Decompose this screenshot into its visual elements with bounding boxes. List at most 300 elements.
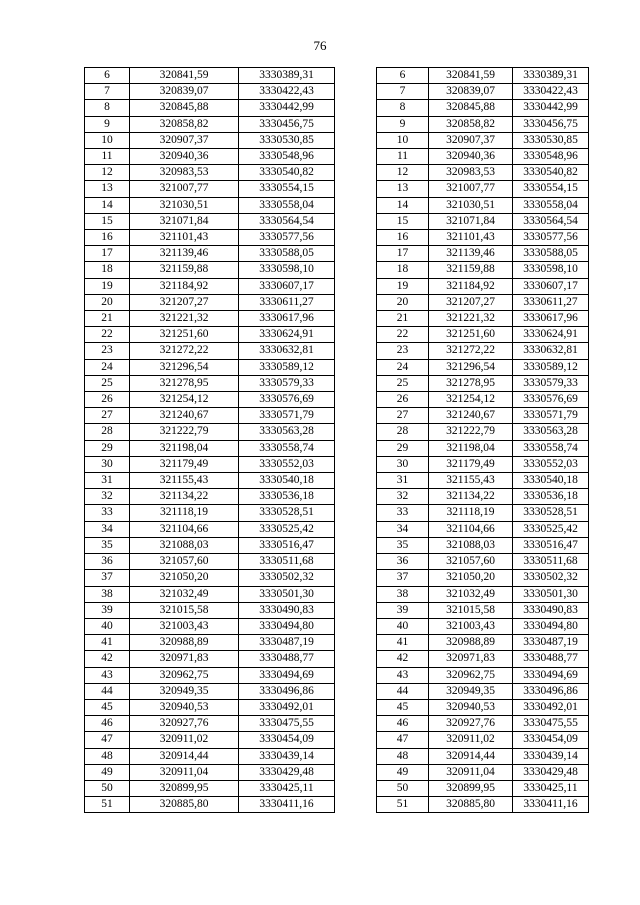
y-coordinate-cell: 3330494,80: [239, 618, 335, 634]
point-number-cell: 36: [85, 554, 130, 570]
y-coordinate-cell: 3330496,86: [513, 683, 589, 699]
y-coordinate-cell: 3330558,04: [239, 197, 335, 213]
point-number-cell: 36: [377, 554, 429, 570]
table-row: [377, 246, 589, 262]
y-coordinate-cell: 3330439,14: [513, 748, 589, 764]
x-coordinate-cell: 321071,84: [429, 213, 513, 229]
table-row: [377, 392, 589, 408]
x-coordinate-cell: 320839,07: [130, 84, 239, 100]
y-coordinate-cell: 3330502,32: [239, 570, 335, 586]
table-row: [85, 473, 335, 489]
point-number-cell: 47: [377, 732, 429, 748]
table-row: [85, 764, 335, 780]
table-row: [377, 473, 589, 489]
point-number-cell: 10: [85, 132, 130, 148]
x-coordinate-cell: 320988,89: [130, 635, 239, 651]
point-number-cell: 44: [85, 683, 130, 699]
table-row: [85, 408, 335, 424]
point-number-cell: 17: [377, 246, 429, 262]
point-number-cell: 19: [85, 278, 130, 294]
x-coordinate-cell: 321296,54: [429, 359, 513, 375]
point-number-cell: 29: [85, 440, 130, 456]
x-coordinate-cell: 321032,49: [429, 586, 513, 602]
table-row: [377, 586, 589, 602]
x-coordinate-cell: 321101,43: [130, 230, 239, 246]
y-coordinate-cell: 3330611,27: [239, 294, 335, 310]
table-row: [85, 456, 335, 472]
y-coordinate-cell: 3330563,28: [239, 424, 335, 440]
table-row: [377, 635, 589, 651]
x-coordinate-cell: 321198,04: [130, 440, 239, 456]
coordinates-table-left: [84, 67, 335, 813]
table-row: [85, 375, 335, 391]
table-row: [85, 505, 335, 521]
point-number-cell: 48: [85, 748, 130, 764]
table-row: [85, 554, 335, 570]
point-number-cell: 27: [377, 408, 429, 424]
x-coordinate-cell: 320885,80: [429, 797, 513, 813]
table-row: [377, 149, 589, 165]
x-coordinate-cell: 321104,66: [429, 521, 513, 537]
table-row: [377, 489, 589, 505]
coordinates-table-body: [85, 68, 335, 813]
x-coordinate-cell: 321251,60: [130, 327, 239, 343]
point-number-cell: 30: [85, 456, 130, 472]
table-row: [85, 732, 335, 748]
y-coordinate-cell: 3330589,12: [239, 359, 335, 375]
y-coordinate-cell: 3330624,91: [513, 327, 589, 343]
point-number-cell: 23: [377, 343, 429, 359]
y-coordinate-cell: 3330490,83: [513, 602, 589, 618]
point-number-cell: 6: [377, 68, 429, 84]
table-row: [377, 165, 589, 181]
point-number-cell: 24: [85, 359, 130, 375]
y-coordinate-cell: 3330442,99: [513, 100, 589, 116]
table-row: [377, 262, 589, 278]
x-coordinate-cell: 320911,04: [429, 764, 513, 780]
y-coordinate-cell: 3330475,55: [239, 716, 335, 732]
x-coordinate-cell: 321057,60: [130, 554, 239, 570]
x-coordinate-cell: 320858,82: [130, 116, 239, 132]
table-row: [85, 489, 335, 505]
table-row: [377, 554, 589, 570]
y-coordinate-cell: 3330492,01: [513, 699, 589, 715]
table-row: [85, 716, 335, 732]
point-number-cell: 25: [85, 375, 130, 391]
point-number-cell: 50: [85, 780, 130, 796]
x-coordinate-cell: 321221,32: [429, 311, 513, 327]
point-number-cell: 9: [377, 116, 429, 132]
table-row: [85, 246, 335, 262]
point-number-cell: 45: [377, 699, 429, 715]
point-number-cell: 49: [85, 764, 130, 780]
coordinates-table-right: [376, 67, 589, 813]
point-number-cell: 15: [377, 213, 429, 229]
x-coordinate-cell: 320899,95: [130, 780, 239, 796]
point-number-cell: 10: [377, 132, 429, 148]
point-number-cell: 39: [85, 602, 130, 618]
table-row: [377, 100, 589, 116]
table-row: [85, 780, 335, 796]
y-coordinate-cell: 3330528,51: [239, 505, 335, 521]
y-coordinate-cell: 3330617,96: [513, 311, 589, 327]
point-number-cell: 51: [377, 797, 429, 813]
point-number-cell: 40: [377, 618, 429, 634]
point-number-cell: 9: [85, 116, 130, 132]
point-number-cell: 21: [377, 311, 429, 327]
table-row: [377, 408, 589, 424]
x-coordinate-cell: 321003,43: [429, 618, 513, 634]
x-coordinate-cell: 320962,75: [130, 667, 239, 683]
x-coordinate-cell: 321088,03: [130, 537, 239, 553]
table-row: [377, 537, 589, 553]
point-number-cell: 22: [377, 327, 429, 343]
point-number-cell: 37: [377, 570, 429, 586]
x-coordinate-cell: 320983,53: [130, 165, 239, 181]
table-row: [85, 116, 335, 132]
x-coordinate-cell: 321088,03: [429, 537, 513, 553]
x-coordinate-cell: 321251,60: [429, 327, 513, 343]
y-coordinate-cell: 3330563,28: [513, 424, 589, 440]
x-coordinate-cell: 321207,27: [130, 294, 239, 310]
table-row: [377, 375, 589, 391]
point-number-cell: 8: [85, 100, 130, 116]
y-coordinate-cell: 3330487,19: [239, 635, 335, 651]
x-coordinate-cell: 320907,37: [429, 132, 513, 148]
point-number-cell: 39: [377, 602, 429, 618]
point-number-cell: 40: [85, 618, 130, 634]
y-coordinate-cell: 3330576,69: [239, 392, 335, 408]
y-coordinate-cell: 3330411,16: [239, 797, 335, 813]
point-number-cell: 11: [85, 149, 130, 165]
page-number: 76: [313, 38, 327, 53]
point-number-cell: 20: [85, 294, 130, 310]
x-coordinate-cell: 321118,19: [429, 505, 513, 521]
x-coordinate-cell: 320949,35: [429, 683, 513, 699]
y-coordinate-cell: 3330516,47: [239, 537, 335, 553]
x-coordinate-cell: 321057,60: [429, 554, 513, 570]
y-coordinate-cell: 3330530,85: [513, 132, 589, 148]
table-row: [85, 699, 335, 715]
y-coordinate-cell: 3330475,55: [513, 716, 589, 732]
table-row: [85, 262, 335, 278]
y-coordinate-cell: 3330540,82: [239, 165, 335, 181]
y-coordinate-cell: 3330494,69: [239, 667, 335, 683]
point-number-cell: 7: [85, 84, 130, 100]
x-coordinate-cell: 321050,20: [130, 570, 239, 586]
point-number-cell: 34: [85, 521, 130, 537]
table-row: [377, 521, 589, 537]
point-number-cell: 14: [85, 197, 130, 213]
table-row: [85, 602, 335, 618]
x-coordinate-cell: 321184,92: [130, 278, 239, 294]
x-coordinate-cell: 320940,53: [429, 699, 513, 715]
x-coordinate-cell: 321003,43: [130, 618, 239, 634]
y-coordinate-cell: 3330454,09: [239, 732, 335, 748]
table-row: [85, 521, 335, 537]
y-coordinate-cell: 3330540,18: [239, 473, 335, 489]
table-row: [85, 84, 335, 100]
x-coordinate-cell: 320841,59: [429, 68, 513, 84]
table-row: [377, 181, 589, 197]
point-number-cell: 42: [85, 651, 130, 667]
table-row: [85, 651, 335, 667]
y-coordinate-cell: 3330611,27: [513, 294, 589, 310]
point-number-cell: 43: [85, 667, 130, 683]
table-row: [377, 197, 589, 213]
y-coordinate-cell: 3330548,96: [239, 149, 335, 165]
x-coordinate-cell: 320911,02: [130, 732, 239, 748]
x-coordinate-cell: 321071,84: [130, 213, 239, 229]
point-number-cell: 33: [85, 505, 130, 521]
x-coordinate-cell: 320927,76: [429, 716, 513, 732]
y-coordinate-cell: 3330454,09: [513, 732, 589, 748]
table-row: [377, 780, 589, 796]
table-row: [85, 327, 335, 343]
y-coordinate-cell: 3330589,12: [513, 359, 589, 375]
y-coordinate-cell: 3330576,69: [513, 392, 589, 408]
table-row: [85, 424, 335, 440]
table-row: [85, 181, 335, 197]
point-number-cell: 8: [377, 100, 429, 116]
point-number-cell: 26: [85, 392, 130, 408]
point-number-cell: 26: [377, 392, 429, 408]
y-coordinate-cell: 3330540,82: [513, 165, 589, 181]
x-coordinate-cell: 321278,95: [429, 375, 513, 391]
y-coordinate-cell: 3330488,77: [513, 651, 589, 667]
y-coordinate-cell: 3330488,77: [239, 651, 335, 667]
y-coordinate-cell: 3330439,14: [239, 748, 335, 764]
point-number-cell: 43: [377, 667, 429, 683]
point-number-cell: 12: [85, 165, 130, 181]
table-row: [377, 716, 589, 732]
point-number-cell: 11: [377, 149, 429, 165]
x-coordinate-cell: 320940,53: [130, 699, 239, 715]
y-coordinate-cell: 3330536,18: [513, 489, 589, 505]
x-coordinate-cell: 321159,88: [429, 262, 513, 278]
x-coordinate-cell: 320971,83: [130, 651, 239, 667]
point-number-cell: 25: [377, 375, 429, 391]
table-row: [377, 343, 589, 359]
point-number-cell: 30: [377, 456, 429, 472]
y-coordinate-cell: 3330632,81: [239, 343, 335, 359]
x-coordinate-cell: 320839,07: [429, 84, 513, 100]
y-coordinate-cell: 3330425,11: [513, 780, 589, 796]
x-coordinate-cell: 320911,02: [429, 732, 513, 748]
table-row: [377, 570, 589, 586]
table-row: [377, 278, 589, 294]
y-coordinate-cell: 3330456,75: [239, 116, 335, 132]
x-coordinate-cell: 320885,80: [130, 797, 239, 813]
table-row: [85, 537, 335, 553]
table-row: [85, 586, 335, 602]
x-coordinate-cell: 321007,77: [130, 181, 239, 197]
x-coordinate-cell: 320907,37: [130, 132, 239, 148]
y-coordinate-cell: 3330564,54: [239, 213, 335, 229]
y-coordinate-cell: 3330511,68: [513, 554, 589, 570]
x-coordinate-cell: 321179,49: [130, 456, 239, 472]
y-coordinate-cell: 3330540,18: [513, 473, 589, 489]
point-number-cell: 27: [85, 408, 130, 424]
table-row: [377, 732, 589, 748]
y-coordinate-cell: 3330501,30: [513, 586, 589, 602]
x-coordinate-cell: 320983,53: [429, 165, 513, 181]
table-row: [85, 683, 335, 699]
y-coordinate-cell: 3330607,17: [513, 278, 589, 294]
point-number-cell: 18: [85, 262, 130, 278]
x-coordinate-cell: 320899,95: [429, 780, 513, 796]
point-number-cell: 32: [377, 489, 429, 505]
y-coordinate-cell: 3330579,33: [513, 375, 589, 391]
table-row: [377, 683, 589, 699]
point-number-cell: 31: [377, 473, 429, 489]
y-coordinate-cell: 3330494,69: [513, 667, 589, 683]
table-row: [377, 294, 589, 310]
table-row: [377, 359, 589, 375]
y-coordinate-cell: 3330411,16: [513, 797, 589, 813]
y-coordinate-cell: 3330422,43: [513, 84, 589, 100]
point-number-cell: 29: [377, 440, 429, 456]
x-coordinate-cell: 320927,76: [130, 716, 239, 732]
x-coordinate-cell: 321030,51: [130, 197, 239, 213]
y-coordinate-cell: 3330525,42: [239, 521, 335, 537]
table-row: [377, 440, 589, 456]
y-coordinate-cell: 3330492,01: [239, 699, 335, 715]
x-coordinate-cell: 320988,89: [429, 635, 513, 651]
point-number-cell: 23: [85, 343, 130, 359]
point-number-cell: 17: [85, 246, 130, 262]
table-row: [377, 327, 589, 343]
table-row: [85, 635, 335, 651]
y-coordinate-cell: 3330528,51: [513, 505, 589, 521]
coordinates-table-body: [377, 68, 589, 813]
y-coordinate-cell: 3330511,68: [239, 554, 335, 570]
y-coordinate-cell: 3330516,47: [513, 537, 589, 553]
y-coordinate-cell: 3330548,96: [513, 149, 589, 165]
y-coordinate-cell: 3330598,10: [513, 262, 589, 278]
point-number-cell: 38: [377, 586, 429, 602]
table-row: [377, 424, 589, 440]
x-coordinate-cell: 321254,12: [130, 392, 239, 408]
y-coordinate-cell: 3330571,79: [239, 408, 335, 424]
x-coordinate-cell: 321104,66: [130, 521, 239, 537]
point-number-cell: 44: [377, 683, 429, 699]
point-number-cell: 13: [85, 181, 130, 197]
x-coordinate-cell: 321179,49: [429, 456, 513, 472]
table-row: [85, 392, 335, 408]
x-coordinate-cell: 321032,49: [130, 586, 239, 602]
point-number-cell: 21: [85, 311, 130, 327]
y-coordinate-cell: 3330617,96: [239, 311, 335, 327]
x-coordinate-cell: 321139,46: [429, 246, 513, 262]
point-number-cell: 19: [377, 278, 429, 294]
y-coordinate-cell: 3330579,33: [239, 375, 335, 391]
y-coordinate-cell: 3330496,86: [239, 683, 335, 699]
point-number-cell: 12: [377, 165, 429, 181]
y-coordinate-cell: 3330558,74: [239, 440, 335, 456]
point-number-cell: 28: [377, 424, 429, 440]
y-coordinate-cell: 3330422,43: [239, 84, 335, 100]
x-coordinate-cell: 320914,44: [130, 748, 239, 764]
x-coordinate-cell: 321222,79: [130, 424, 239, 440]
table-row: [377, 68, 589, 84]
x-coordinate-cell: 320914,44: [429, 748, 513, 764]
y-coordinate-cell: 3330389,31: [513, 68, 589, 84]
point-number-cell: 38: [85, 586, 130, 602]
y-coordinate-cell: 3330564,54: [513, 213, 589, 229]
x-coordinate-cell: 321155,43: [429, 473, 513, 489]
x-coordinate-cell: 321139,46: [130, 246, 239, 262]
y-coordinate-cell: 3330525,42: [513, 521, 589, 537]
table-row: [377, 132, 589, 148]
y-coordinate-cell: 3330487,19: [513, 635, 589, 651]
x-coordinate-cell: 320858,82: [429, 116, 513, 132]
x-coordinate-cell: 320841,59: [130, 68, 239, 84]
y-coordinate-cell: 3330490,83: [239, 602, 335, 618]
x-coordinate-cell: 321050,20: [429, 570, 513, 586]
x-coordinate-cell: 321222,79: [429, 424, 513, 440]
table-row: [377, 116, 589, 132]
table-row: [377, 797, 589, 813]
table-row: [377, 602, 589, 618]
table-row: [85, 797, 335, 813]
table-row: [85, 149, 335, 165]
point-number-cell: 14: [377, 197, 429, 213]
point-number-cell: 32: [85, 489, 130, 505]
table-row: [377, 505, 589, 521]
table-row: [85, 165, 335, 181]
table-row: [85, 230, 335, 246]
point-number-cell: 35: [85, 537, 130, 553]
table-row: [85, 294, 335, 310]
table-row: [377, 213, 589, 229]
table-row: [85, 68, 335, 84]
table-row: [85, 343, 335, 359]
table-row: [85, 132, 335, 148]
table-row: [377, 456, 589, 472]
y-coordinate-cell: 3330558,04: [513, 197, 589, 213]
y-coordinate-cell: 3330571,79: [513, 408, 589, 424]
table-row: [85, 359, 335, 375]
x-coordinate-cell: 320940,36: [429, 149, 513, 165]
table-row: [377, 667, 589, 683]
point-number-cell: 16: [377, 230, 429, 246]
table-row: [85, 100, 335, 116]
y-coordinate-cell: 3330425,11: [239, 780, 335, 796]
table-row: [85, 570, 335, 586]
point-number-cell: 15: [85, 213, 130, 229]
y-coordinate-cell: 3330624,91: [239, 327, 335, 343]
x-coordinate-cell: 321015,58: [429, 602, 513, 618]
table-row: [85, 667, 335, 683]
x-coordinate-cell: 320949,35: [130, 683, 239, 699]
point-number-cell: 6: [85, 68, 130, 84]
y-coordinate-cell: 3330632,81: [513, 343, 589, 359]
point-number-cell: 48: [377, 748, 429, 764]
x-coordinate-cell: 320845,88: [130, 100, 239, 116]
point-number-cell: 49: [377, 764, 429, 780]
point-number-cell: 41: [377, 635, 429, 651]
table-row: [85, 213, 335, 229]
x-coordinate-cell: 321015,58: [130, 602, 239, 618]
y-coordinate-cell: 3330607,17: [239, 278, 335, 294]
y-coordinate-cell: 3330552,03: [513, 456, 589, 472]
x-coordinate-cell: 321240,67: [130, 408, 239, 424]
y-coordinate-cell: 3330554,15: [239, 181, 335, 197]
y-coordinate-cell: 3330588,05: [239, 246, 335, 262]
point-number-cell: 34: [377, 521, 429, 537]
x-coordinate-cell: 321240,67: [429, 408, 513, 424]
